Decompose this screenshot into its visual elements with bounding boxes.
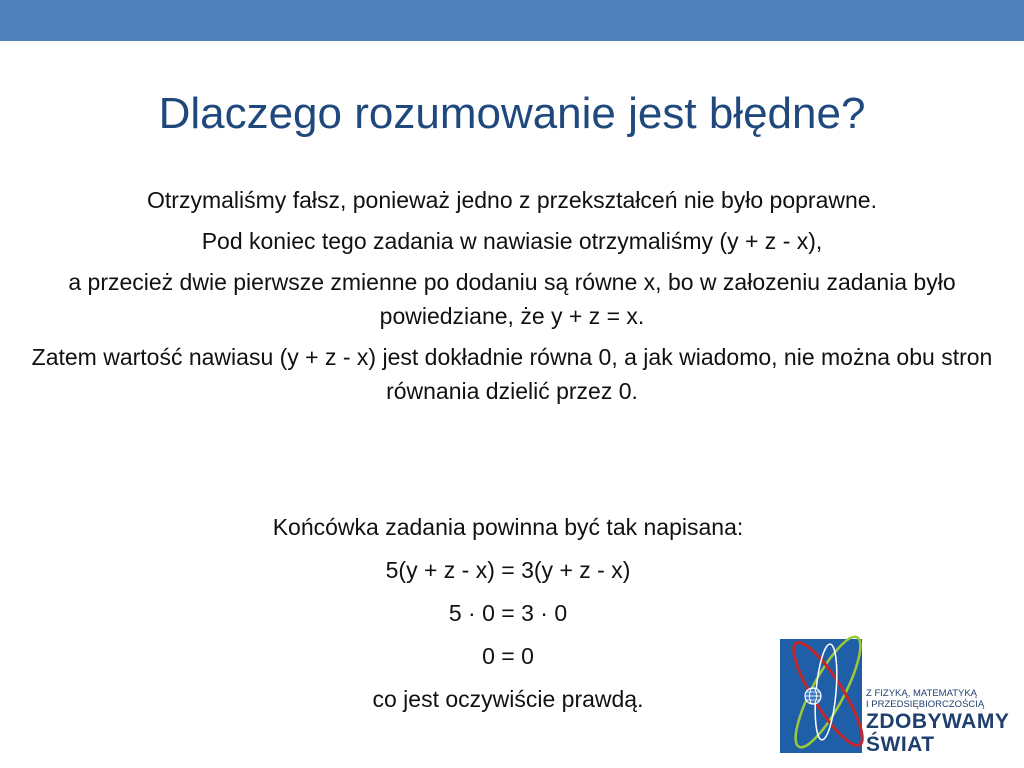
logo-tagline-1: Z FIZYKĄ, MATEMATYKĄ: [866, 688, 978, 699]
logo-title-2: ŚWIAT: [866, 733, 935, 756]
solution-conclusion: co jest oczywiście prawdą.: [372, 686, 644, 712]
logo-tagline-2: I PRZEDSIĘBIORCZOŚCIĄ: [866, 699, 985, 710]
paragraph-4: Zatem wartość nawiasu (y + z - x) jest dokładnie równa 0, a jak wiadomo, nie można obu stron równania dzielić przez 0.: [31, 344, 993, 404]
paragraph-3: a przecież dwie pierwsze zmienne po dodaniu są równe x, bo w załozeniu zadania było powiedziane, że y + z = x.: [68, 269, 956, 329]
equation-line-3: 0 = 0: [482, 643, 534, 669]
project-logo: [770, 622, 1024, 762]
equation-line-1: 5(y + z - x) = 3(y + z - x): [385, 557, 631, 583]
solution-intro: Końcówka zadania powinna być tak napisana:: [272, 514, 744, 540]
paragraph-2: Pod koniec tego zadania w nawiasie otrzymaliśmy (y + z - x),: [201, 228, 823, 254]
paragraph-1: Otrzymaliśmy fałsz, ponieważ jedno z przekształceń nie było poprawne.: [147, 187, 877, 213]
top-accent-bar: [0, 0, 1024, 41]
logo-title-1: ZDOBYWAMY: [866, 710, 1010, 733]
explanation-text: [30, 183, 994, 415]
globe-icon: [805, 688, 821, 704]
equation-line-2: 5 · 0 = 3 · 0: [448, 600, 568, 626]
slide-title: Dlaczego rozumowanie jest błędne?: [158, 89, 866, 138]
